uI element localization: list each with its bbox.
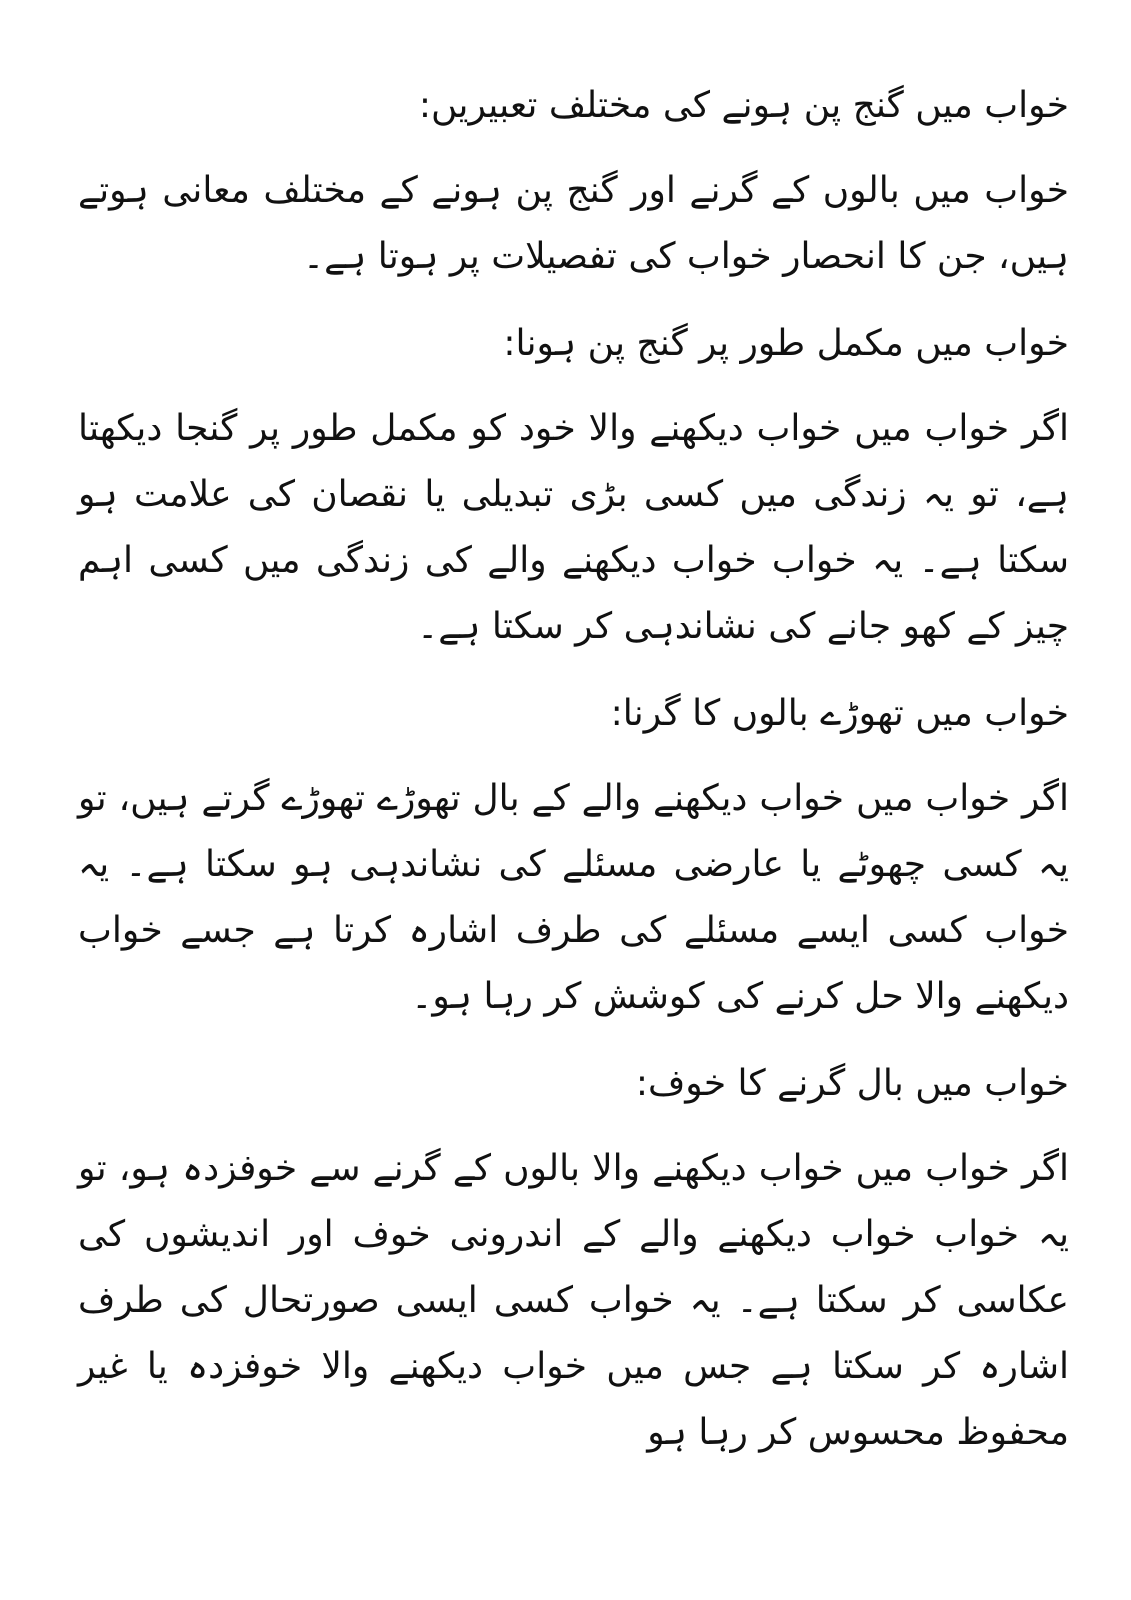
- section-heading: خواب میں مکمل طور پر گنج پن ہونا:: [503, 323, 1069, 364]
- section-paragraph: اگر خواب میں خواب دیکھنے والا بالوں کے گرنے سے خوفزدہ ہو، تو یہ خواب خواب دیکھنے والے کے اندرونی خوف اور اندیشوں کی عکاسی کر سکتا ہے۔ یہ خواب کسی ایسی صورتحال کی طرف اشارہ کر سکتا ہے جس میں خواب دیکھنے والا خوفزدہ یا غیر محفوظ محسوس کر رہا ہو: [78, 1148, 1069, 1453]
- section-paragraph: اگر خواب میں خواب دیکھنے والے کے بال تھوڑے تھوڑے گرتے ہیں، تو یہ کسی چھوٹے یا عارضی مسئلے کی نشاندہی ہو سکتا ہے۔ یہ خواب کسی ایسے مسئلے کی طرف اشارہ کرتا ہے جسے خواب دیکھنے والا حل کرنے کی کوشش کر رہا ہو۔: [78, 778, 1069, 1017]
- section-heading: خواب میں گنج پن ہونے کی مختلف تعبیریں:: [418, 85, 1069, 126]
- section-paragraph: خواب میں بالوں کے گرنے اور گنج پن ہونے کے مختلف معانی ہوتے ہیں، جن کا انحصار خواب کی تفصیلات پر ہوتا ہے۔: [78, 170, 1069, 277]
- section-fear-of-hair-fall: [78, 1056, 1069, 1466]
- section-heading: خواب میں تھوڑے بالوں کا گرنا:: [610, 693, 1069, 734]
- section-little-hair-fall: [78, 686, 1069, 1030]
- section-heading: خواب میں بال گرنے کا خوف:: [635, 1063, 1069, 1104]
- section-complete-baldness: [78, 316, 1069, 660]
- section-paragraph: اگر خواب میں خواب دیکھنے والا خود کو مکمل طور پر گنجا دیکھتا ہے، تو یہ زندگی میں کسی بڑی تبدیلی یا نقصان کی علامت ہو سکتا ہے۔ یہ خواب خواب دیکھنے والے کی زندگی میں کسی اہم چیز کے کھو جانے کی نشاندہی کر سکتا ہے۔: [78, 408, 1069, 647]
- section-interpretations: [78, 78, 1069, 290]
